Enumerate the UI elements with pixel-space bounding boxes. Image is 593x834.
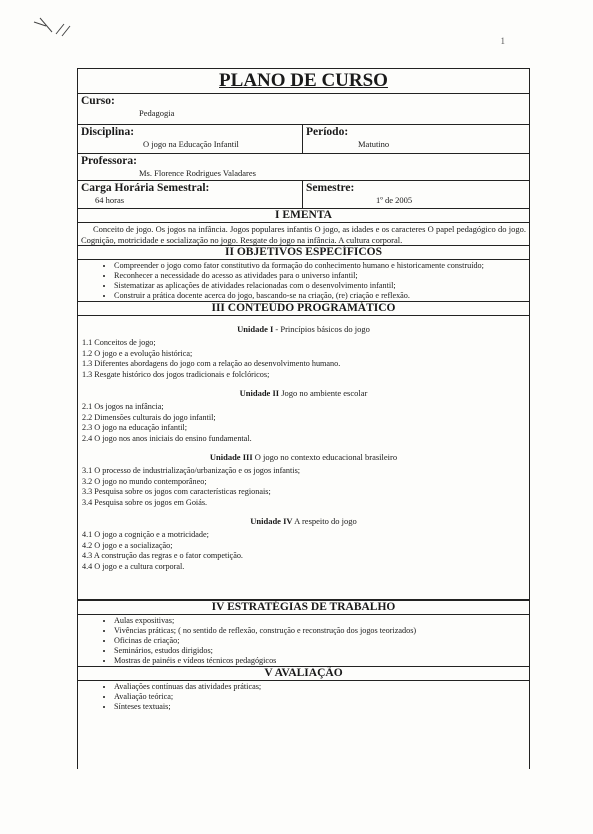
list-item: • Aulas expositivas; bbox=[114, 616, 529, 626]
ementa-text: Conceito de jogo. Os jogos na infância. Jogos populares infantis O jogo, as idades e os caracteres O papel pedagógico do jogo. Cognição, motricidade e socialização no jogo. Resgate do jogo na infância. A cultura corporal. bbox=[81, 224, 526, 245]
conteudo-heading: III CONTEÚDO PROGRAMÁTICO bbox=[78, 301, 529, 316]
ementa-heading: I EMENTA bbox=[78, 208, 529, 223]
list-item: • Vivências práticas; ( no sentido de reflexão, construção e reconstrução dos jogos teorizados) bbox=[114, 626, 529, 636]
list-item: • Sistematizar as aplicações de atividades relacionadas com o desenvolvimento infantil; bbox=[114, 281, 529, 291]
curso-row bbox=[78, 94, 529, 125]
list-item: 3.4 Pesquisa sobre os jogos em Goiás. bbox=[82, 497, 208, 507]
list-item: 1.3 Diferentes abordagens do jogo com a relação ao desenvolvimento humano. bbox=[82, 359, 341, 368]
list-item: • Seminários, estudos dirigidos; bbox=[114, 646, 529, 656]
list-item: • Avaliação teórica; bbox=[114, 692, 529, 702]
pen-scribble-mark bbox=[30, 14, 80, 44]
list-item: • Reconhecer a necessidade do acesso as atividades para o universo infantil; bbox=[114, 271, 529, 281]
carga-label: Carga Horária Semestral: bbox=[81, 182, 210, 194]
disciplina-value: O jogo na Educação Infantil bbox=[143, 139, 239, 149]
curso-label: Curso: bbox=[81, 95, 115, 107]
document-title: PLANO DE CURSO bbox=[78, 69, 529, 94]
professora-value: Ms. Florence Rodrigues Valadares bbox=[139, 168, 256, 178]
list-item: 3.3 Pesquisa sobre os jogos com características regionais; bbox=[82, 487, 271, 496]
list-item: 3.2 O jogo no mundo contemporâneo; bbox=[82, 476, 207, 486]
unit-heading: Unidade I - Princípios básicos do jogo bbox=[237, 324, 370, 334]
list-item: 2.3 O jogo na educação infantil; bbox=[82, 423, 188, 432]
avaliacao-heading: V AVALIAÇÃO bbox=[78, 666, 529, 681]
list-item: 1.1 Conceitos de jogo; bbox=[82, 338, 156, 347]
estrategias-heading: IV ESTRATÉGIAS DE TRABALHO bbox=[78, 599, 529, 615]
list-item: 4.1 O jogo a cognição e a motricidade; bbox=[82, 530, 209, 539]
avaliacao-list bbox=[78, 682, 529, 712]
carga-row bbox=[78, 181, 529, 209]
list-item: 3.1 O processo de industrialização/urbanização e os jogos infantis; bbox=[82, 466, 301, 475]
professora-row bbox=[78, 154, 529, 181]
page-number: 1 bbox=[500, 36, 505, 46]
semestre-value: 1º de 2005 bbox=[376, 195, 413, 205]
unit-heading: Unidade III O jogo no contexto educacional brasileiro bbox=[209, 452, 398, 462]
semestre-label: Semestre: bbox=[306, 182, 355, 194]
disciplina-label: Disciplina: bbox=[81, 126, 135, 138]
estrategias-list bbox=[78, 616, 529, 666]
list-item: 4.3 A construção das regras e o fator competição. bbox=[82, 551, 243, 560]
list-item: 1.3 Resgate histórico dos jogos tradicionais e folclóricos; bbox=[82, 369, 270, 379]
curso-value: Pedagogia bbox=[139, 108, 175, 118]
objetivos-list bbox=[78, 261, 529, 301]
list-item: • Oficinas de criação; bbox=[114, 636, 529, 646]
list-item: • Sínteses textuais; bbox=[114, 702, 529, 712]
periodo-value: Matutino bbox=[358, 139, 390, 149]
list-item: 2.1 Os jogos na infância; bbox=[82, 402, 164, 411]
list-item: 2.4 O jogo nos anos iniciais do ensino fundamental. bbox=[82, 433, 252, 443]
objetivos-heading: II OBJETIVOS ESPECÍFICOS bbox=[78, 245, 529, 260]
disciplina-row bbox=[78, 125, 529, 154]
list-item: 4.4 O jogo e a cultura corporal. bbox=[82, 561, 185, 571]
list-item: • Mostras de painéis e vídeos técnicos pedagógicos bbox=[114, 656, 529, 666]
list-item: • Avaliações contínuas das atividades práticas; bbox=[114, 682, 529, 692]
carga-value: 64 horas bbox=[95, 195, 125, 205]
course-plan-document bbox=[77, 68, 530, 769]
professora-label: Professora: bbox=[81, 155, 137, 167]
list-item: 4.2 O jogo e a socialização; bbox=[82, 540, 173, 550]
list-item: • Compreender o jogo como fator constitutivo da formação do conhecimento humano e historicamente construído; bbox=[114, 261, 529, 271]
list-item: 2.2 Dimensões culturais do jogo infantil; bbox=[82, 412, 216, 422]
list-item: • Construir a prática docente acerca do jogo, bascando-se na criação, (re) criação e reflexão. bbox=[114, 291, 529, 301]
unit-heading: Unidade II Jogo no ambiente escolar bbox=[239, 388, 368, 398]
periodo-label: Período: bbox=[306, 126, 349, 138]
unit-heading: Unidade IV A respeito do jogo bbox=[250, 516, 357, 526]
list-item: 1.2 O jogo e a evolução histórica; bbox=[82, 348, 193, 358]
